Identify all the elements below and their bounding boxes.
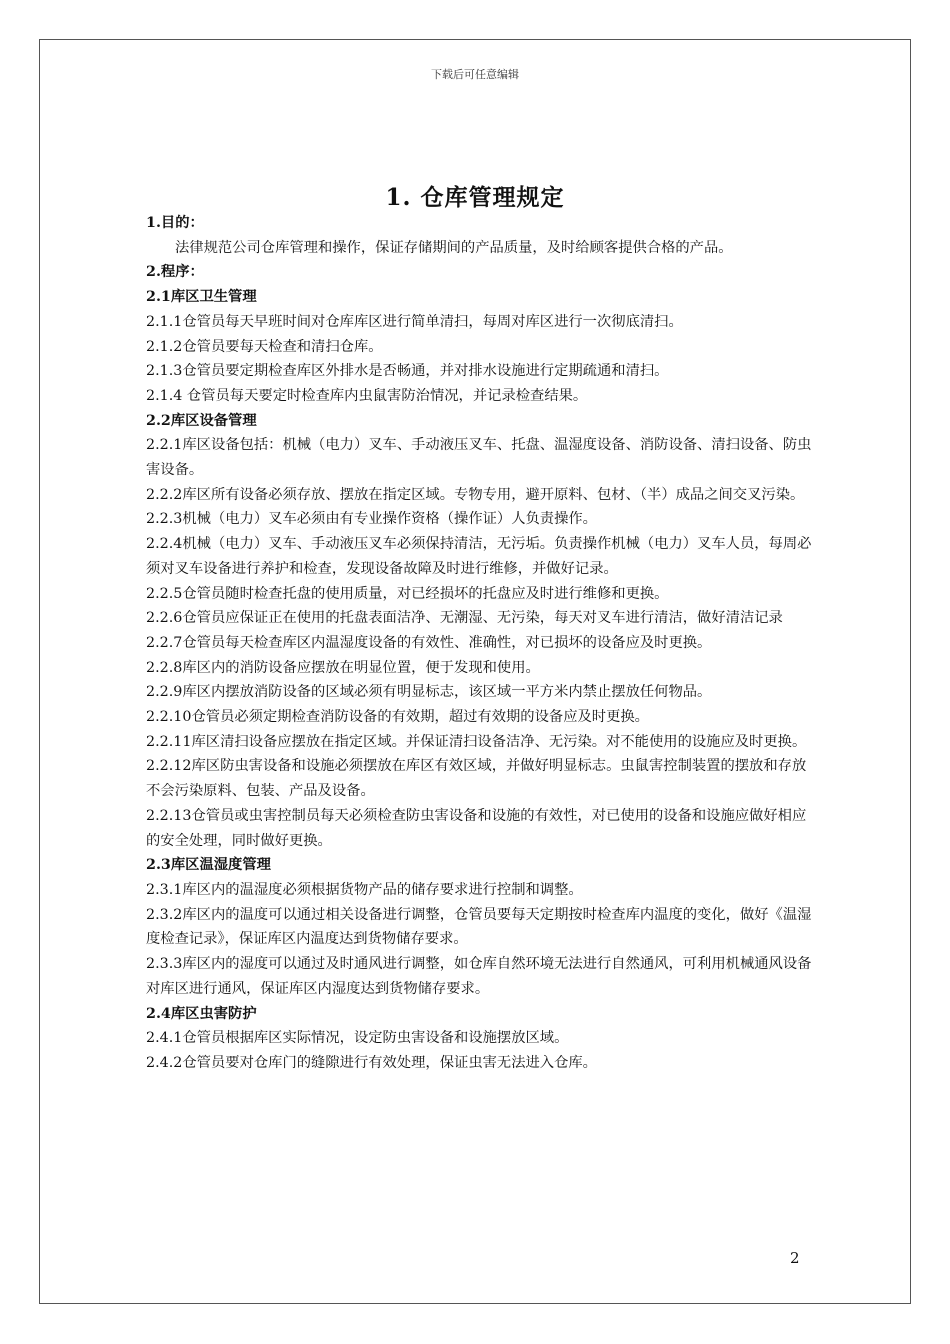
paragraph-2-1-3: 2.1.3仓管员要定期检查库区外排水是否畅通，并对排水设施进行定期疏通和清扫。	[146, 363, 669, 380]
paragraph-2-2-6: 2.2.6仓管员应保证正在使用的托盘表面洁净、无潮湿、无污染，每天对叉车进行清洁，做好清洁记录	[146, 610, 783, 627]
paragraph-2-1-1: 2.1.1仓管员每天早班时间对仓库库区进行简单清扫，每周对库区进行一次彻底清扫。	[146, 313, 683, 330]
purpose-heading: 1.目的：	[146, 215, 204, 231]
paragraph-2-3-2: 2.3.2库区内的温度可以通过相关设备进行调整，仓管员要每天定期按时检查库内温度的变化，做好《温湿度检查记录》，保证库区内温度达到货物储存要求。	[146, 906, 812, 948]
paragraph-2-4-2: 2.4.2仓管员要对仓库门的缝隙进行有效处理，保证虫害无法进入仓库。	[146, 1054, 597, 1071]
purpose-text: 法律规范公司仓库管理和操作，保证存储期间的产品质量，及时给顾客提供合格的产品。	[175, 239, 733, 256]
paragraph-2-2-7: 2.2.7仓管员每天检查库区内温湿度设备的有效性、准确性，对已损坏的设备应及时更换。	[146, 634, 712, 651]
paragraph-2-2-10: 2.2.10仓管员必须定期检查消防设备的有效期，超过有效期的设备应及时更换。	[146, 709, 649, 726]
paragraph-2-2-4: 2.2.4机械（电力）叉车、手动液压叉车必须保持清洁，无污垢。负责操作机械（电力）叉车人员，每周必须对叉车设备进行养护和检查，发现设备故障及时进行维修，并做好记录。	[146, 536, 812, 577]
paragraph-2-2-11: 2.2.11库区清扫设备应摆放在指定区域。并保证清扫设备洁净、无污染。对不能使用的设施应及时更换。	[146, 733, 807, 750]
header-note: 下载后可任意编辑	[431, 68, 519, 81]
paragraph-2-1-4: 2.1.4 仓管员每天要定时检查库内虫鼠害防治情况，并记录检查结果。	[146, 387, 588, 404]
paragraph-2-2-2: 2.2.2库区所有设备必须存放、摆放在指定区域。专物专用，避开原料、包材、（半）成品之间交叉污染。	[146, 486, 805, 503]
paragraph-2-2-9: 2.2.9库区内摆放消防设备的区域必须有明显标志，该区域一平方米内禁止摆放任何物品。	[146, 684, 712, 701]
paragraph-2-2-8: 2.2.8库区内的消防设备应摆放在明显位置，便于发现和使用。	[146, 659, 540, 676]
section-2-1-heading: 2.1库区卫生管理	[146, 289, 257, 306]
section-2-2-heading: 2.2库区设备管理	[146, 412, 257, 429]
document-title: 1. 仓库管理规定	[385, 184, 565, 211]
section-2-4-heading: 2.4库区虫害防护	[146, 1005, 257, 1022]
paragraph-2-2-3: 2.2.3机械（电力）叉车必须由有专业操作资格（操作证）人负责操作。	[146, 511, 597, 528]
page-number: 2	[790, 1249, 800, 1267]
document-body	[146, 211, 812, 1076]
section-2-3-heading: 2.3库区温湿度管理	[146, 857, 271, 874]
paragraph-2-2-5: 2.2.5仓管员随时检查托盘的使用质量，对已经损坏的托盘应及时进行维修和更换。	[146, 585, 669, 602]
procedure-heading: 2.程序：	[146, 264, 204, 281]
paragraph-2-2-13: 2.2.13仓管员或虫害控制员每天必须检查防虫害设备和设施的有效性，对已使用的设备和设施应做好相应的安全处理，同时做好更换。	[146, 807, 807, 849]
paragraph-2-2-12: 2.2.12库区防虫害设备和设施必须摆放在库区有效区域，并做好明显标志。虫鼠害控制装置的摆放和存放不会污染原料、包装、产品及设备。	[146, 758, 807, 800]
paragraph-2-4-1: 2.4.1仓管员根据库区实际情况，设定防虫害设备和设施摆放区域。	[146, 1030, 569, 1047]
paragraph-2-3-1: 2.3.1库区内的温湿度必须根据货物产品的储存要求进行控制和调整。	[146, 881, 583, 898]
paragraph-2-2-1: 2.2.1库区设备包括：机械（电力）叉车、手动液压叉车、托盘、温湿度设备、消防设备、清扫设备、防虫害设备。	[146, 437, 812, 479]
paragraph-2-3-3: 2.3.3库区内的湿度可以通过及时通风进行调整，如仓库自然环境无法进行自然通风，可利用机械通风设备对库区进行通风，保证库区内湿度达到货物储存要求。	[146, 956, 812, 997]
paragraph-2-1-2: 2.1.2仓管员要每天检查和清扫仓库。	[146, 338, 383, 355]
